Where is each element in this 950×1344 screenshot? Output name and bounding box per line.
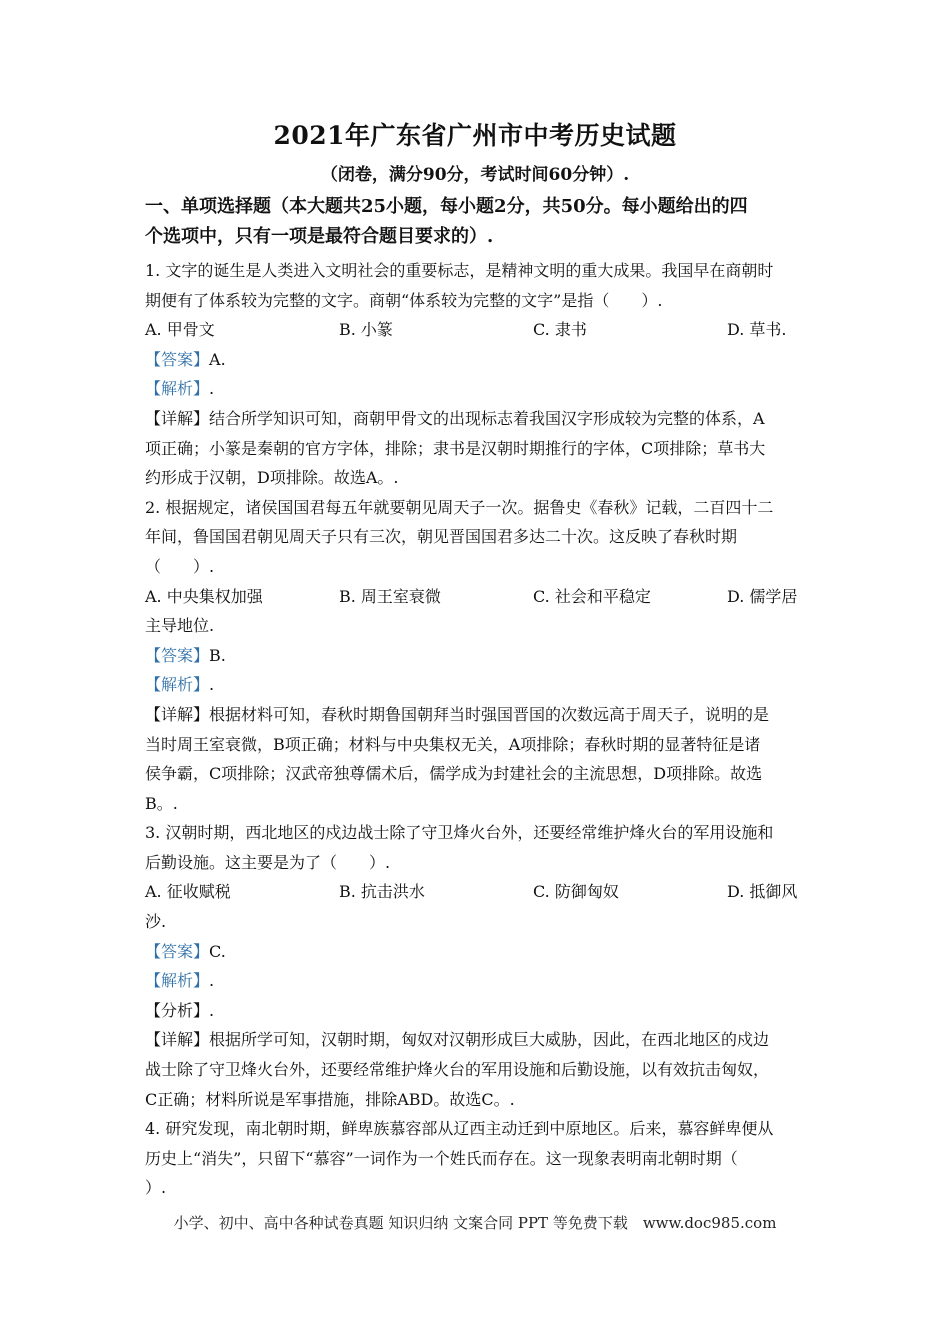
option-d: D. 草书. (727, 320, 787, 340)
page-footer: 小学、初中、高中各种试卷真题 知识归纳 文案合同 PPT 等免费下载 www.doc985.com (173, 1214, 777, 1232)
analysis-line: 【解析】. (145, 971, 215, 991)
option-d: D. 儒学居 (727, 586, 798, 606)
detail-text: 当时周王室衰微，B项正确；材料与中央集权无关，A项排除；春秋时期的显著特征是诸 (145, 734, 761, 754)
answer-value: C. (209, 941, 226, 961)
question-stem: 3. 汉朝时期，西北地区的戍边战士除了守卫烽火台外，还要经常维护烽火台的军用设施和 (145, 823, 774, 843)
analysis-line: 【解析】. (145, 675, 215, 695)
question-stem: （ ）. (145, 556, 215, 576)
answer-line (145, 937, 810, 967)
option-d-continued: 主导地位. (145, 616, 215, 636)
option-a: A. 甲骨文 (145, 320, 215, 340)
question-4 (145, 1114, 810, 1203)
detail-text: 侯争霸，C项排除；汉武帝独尊儒术后，儒学成为封建社会的主流思想，D项排除。故选 (145, 764, 763, 784)
detail-text: 【详解】根据材料可知，春秋时期鲁国朝拜当时强国晋国的次数远高于周天子，说明的是 (145, 704, 770, 724)
detail-text: 约形成于汉朝，D项排除。故选A。. (145, 468, 399, 488)
question-3 (145, 818, 810, 1114)
answer-line (145, 345, 810, 375)
question-stem: 期便有了体系较为完整的文字。商朝“体系较为完整的文字”是指（ ）. (145, 290, 663, 310)
detail-text: 【详解】结合所学知识可知，商朝甲骨文的出现标志着我国汉字形成较为完整的体系，A (145, 408, 765, 428)
question-stem: 历史上“消失”，只留下“慕容”一词作为一个姓氏而存在。这一现象表明南北朝时期（ (145, 1148, 738, 1168)
answer-tag: 【答案】 (145, 645, 210, 665)
option-c: C. 隶书 (533, 320, 587, 340)
option-b: B. 小篆 (339, 320, 393, 340)
options-row (145, 315, 810, 345)
section-heading: 一、单项选择题（本大题共25小题，每小题2分，共50分。每小题给出的四 个选项中，只有一项是最符合题目要求的）. (145, 196, 748, 247)
exam-subtitle: （闭卷，满分90分，考试时间60分钟）. (320, 165, 630, 185)
analysis-line: 【解析】. (145, 379, 215, 399)
detail-text: B。. (145, 793, 178, 813)
detail-text: 战士除了守卫烽火台外，还要经常维护烽火台的军用设施和后勤设施，以有效抗击匈奴， (145, 1060, 770, 1080)
question-stem: ）. (145, 1178, 167, 1198)
document-body (145, 192, 810, 1203)
fenxi-line: 【分析】. (145, 1000, 215, 1020)
answer-value: A. (209, 349, 226, 369)
option-d: D. 抵御风 (727, 882, 798, 902)
question-stem: 2. 根据规定，诸侯国国君每五年就要朝见周天子一次。据鲁史《春秋》记载，二百四十二 (145, 497, 774, 517)
option-b: B. 抗击洪水 (339, 882, 425, 902)
question-2 (145, 493, 810, 819)
answer-tag: 【答案】 (145, 349, 210, 369)
analysis-tag: 【解析】 (145, 971, 210, 991)
options-row (145, 877, 810, 907)
option-d-continued: 沙. (145, 912, 167, 932)
analysis-tag: 【解析】 (145, 379, 210, 399)
detail-text: C正确；材料所说是军事措施，排除ABD。故选C。. (145, 1089, 515, 1109)
answer-tag: 【答案】 (145, 941, 210, 961)
detail-text: 项正确；小篆是秦朝的官方字体，排除；隶书是汉朝时期推行的字体，C项排除；草书大 (145, 438, 766, 458)
option-c: C. 社会和平稳定 (533, 586, 651, 606)
question-stem: 1. 文字的诞生是人类进入文明社会的重要标志，是精神文明的重大成果。我国早在商朝时 (145, 261, 774, 280)
option-a: A. 征收赋税 (145, 882, 231, 902)
question-stem: 年间，鲁国国君朝见周天子只有三次，朝见晋国国君多达二十次。这反映了春秋时期 (145, 527, 738, 547)
answer-value: B. (209, 645, 226, 665)
option-a: A. 中央集权加强 (145, 586, 263, 606)
analysis-tag: 【解析】 (145, 675, 210, 695)
question-stem: 后勤设施。这主要是为了（ ）. (145, 852, 391, 872)
answer-line (145, 641, 810, 671)
question-1 (145, 256, 810, 493)
options-row (145, 582, 810, 612)
option-c: C. 防御匈奴 (533, 882, 619, 902)
page-title: 2021年广东省广州市中考历史试题 (273, 121, 677, 150)
question-stem: 4. 研究发现，南北朝时期，鲜卑族慕容部从辽西主动迁到中原地区。后来，慕容鲜卑便从 (145, 1119, 774, 1139)
detail-text: 【详解】根据所学可知，汉朝时期，匈奴对汉朝形成巨大威胁，因此，在西北地区的戍边 (145, 1030, 770, 1050)
option-b: B. 周王室衰微 (339, 586, 441, 606)
